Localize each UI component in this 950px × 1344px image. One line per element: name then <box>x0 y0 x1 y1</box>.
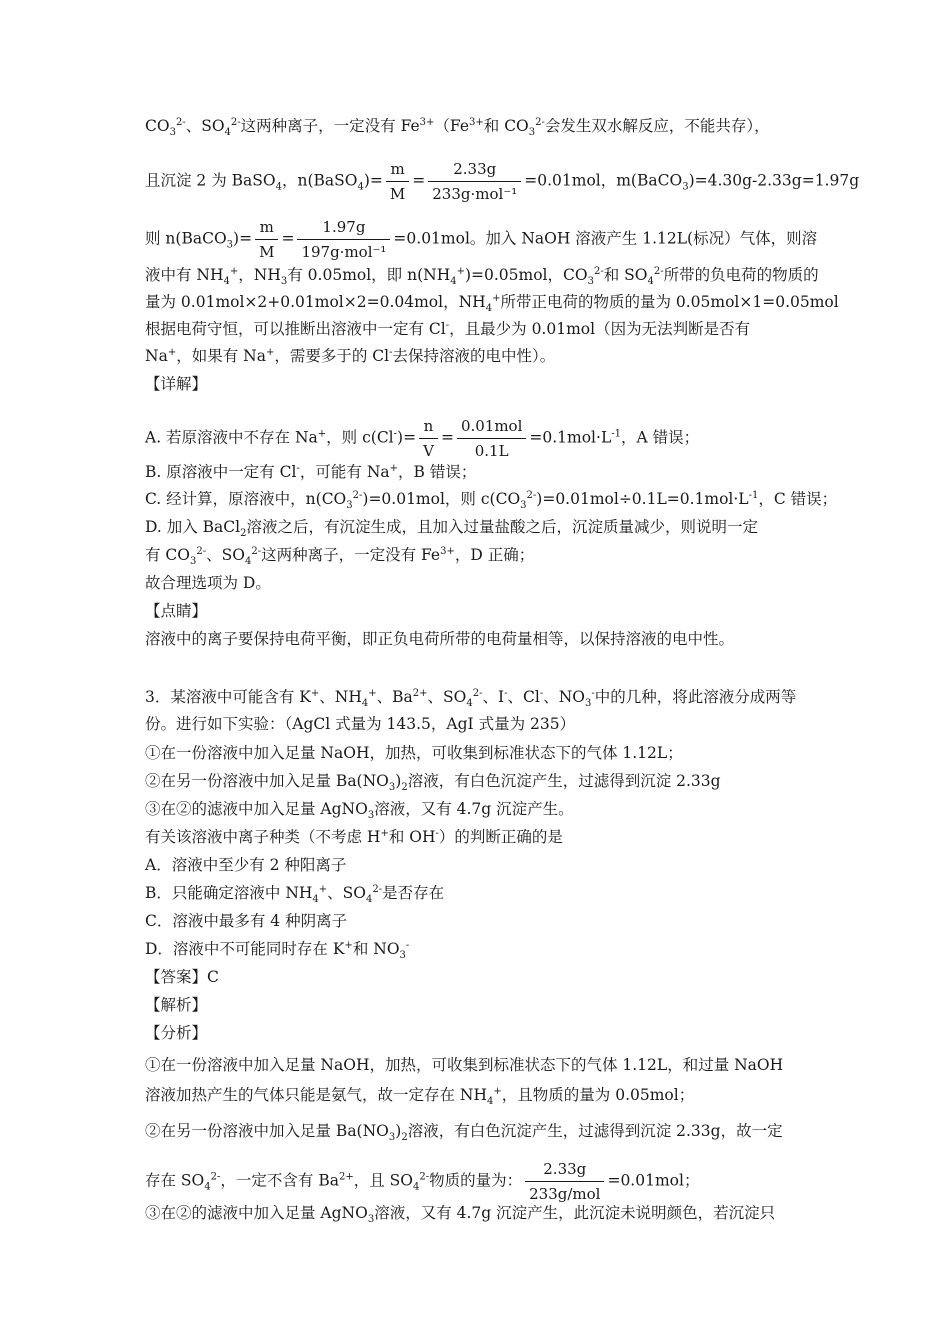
superscript: 2- <box>196 545 207 557</box>
subscript: 4 <box>485 303 493 315</box>
text-run: =0.01mol； <box>607 1171 700 1190</box>
text-line <box>145 462 476 482</box>
answer-line <box>145 967 219 987</box>
superscript: 2- <box>593 265 604 277</box>
superscript: 2- <box>419 1171 430 1183</box>
text-run: ) <box>395 772 402 790</box>
superscript: - <box>539 687 544 699</box>
subscript: 3 <box>190 556 197 568</box>
fraction-denominator: 233g·mol⁻¹ <box>432 185 518 203</box>
fraction <box>255 217 278 262</box>
superscript: 2- <box>230 116 241 128</box>
text-run: ①在一份溶液中加入足量 NaOH，加热，可收集到标准状态下的气体 1.12L； <box>145 744 683 762</box>
text-run: 溶液中的离子要保持电荷平衡，即正负电荷所带的电荷量相等，以保持溶液的电中性。 <box>145 630 735 648</box>
answer-option <box>145 883 445 906</box>
text-run: 【解析】 <box>145 996 208 1014</box>
text-run: )= <box>233 229 253 248</box>
superscript: -1 <box>748 489 759 501</box>
text-line <box>145 1121 783 1144</box>
text-run: 有关该溶液中离子种类（不考虑 H <box>145 828 381 846</box>
subscript: 3 <box>587 276 594 288</box>
superscript: + <box>310 687 320 699</box>
text-run: ，n(BaSO <box>281 171 358 190</box>
section-heading <box>145 374 207 394</box>
subscript: 4 <box>312 894 319 906</box>
superscript: 2- <box>526 489 537 501</box>
subscript: 3 <box>226 239 234 251</box>
superscript: 2+ <box>412 687 428 699</box>
subscript: 3 <box>520 500 527 512</box>
answer-option <box>145 911 347 931</box>
fraction-denominator: 197g·mol⁻¹ <box>301 243 387 261</box>
section-heading <box>145 1023 207 1043</box>
subscript: 4 <box>204 1181 211 1193</box>
text-run: 、SO <box>327 884 366 902</box>
fraction <box>428 159 521 204</box>
text-run: ，A 错误； <box>621 428 700 447</box>
subscript: 3 <box>399 950 406 962</box>
fraction-denominator: M <box>389 185 406 203</box>
text-run: ，可能有 Na <box>299 463 390 481</box>
fraction-denominator: M <box>259 243 275 261</box>
text-run: 溶液，有白色沉淀产生，过滤得到沉淀 2.33g <box>407 772 721 790</box>
fraction-numerator: 1.97g <box>297 217 390 240</box>
text-run: 、SO <box>427 688 467 706</box>
superscript: 3+ <box>469 116 484 128</box>
subscript: 3 <box>528 127 536 139</box>
text-run: ②在另一份溶液中加入足量 Ba(NO <box>145 1122 389 1140</box>
text-line <box>145 573 271 593</box>
fraction <box>386 159 409 204</box>
text-run: 溶液，又有 4.7g 沉淀产生，此沉淀未说明颜色，若沉淀只 <box>374 1204 776 1222</box>
fraction-numerator: 2.33g <box>428 159 521 182</box>
text-run: = <box>412 171 426 190</box>
fraction-denominator: V <box>423 442 434 460</box>
experiment-step <box>145 799 574 822</box>
text-run: ②在另一份溶液中加入足量 Ba(NO <box>145 772 389 790</box>
fraction-numerator: m <box>255 217 278 240</box>
superscript: 2- <box>472 687 483 699</box>
text-run: 则 n(BaCO <box>145 229 227 248</box>
superscript: 2- <box>352 489 363 501</box>
text-run: 是否存在 <box>382 884 445 902</box>
text-run: ，C 错误； <box>758 490 838 508</box>
text-line <box>145 827 563 847</box>
fraction-numerator: 2.33g <box>525 1159 604 1182</box>
text-run: =0.01mol。加入 NaOH 溶液产生 1.12L(标况）气体，则溶 <box>393 229 818 248</box>
superscript: - <box>405 939 410 951</box>
text-run: D. 加入 BaCl <box>145 518 241 536</box>
text-run: )=0.05mol，CO <box>464 266 588 284</box>
text-run: 溶液，有白色沉淀产生，过滤得到沉淀 2.33g，故一定 <box>407 1122 783 1140</box>
fraction-numerator: 0.01mol <box>457 416 526 439</box>
subscript: 3 <box>169 127 176 139</box>
text-run: =0.01mol，m(BaCO <box>524 171 683 190</box>
subscript: 2 <box>240 528 247 540</box>
text-line <box>145 319 750 339</box>
subscript: 3 <box>367 1214 375 1226</box>
superscript: 2- <box>653 265 664 277</box>
subscript: 3 <box>388 782 396 794</box>
superscript: 2- <box>535 116 545 128</box>
text-run: 、SO <box>206 546 245 564</box>
superscript: + <box>344 939 353 951</box>
superscript: + <box>229 265 239 277</box>
superscript: - <box>445 319 450 331</box>
text-run: B．只能确定溶液中 NH <box>145 884 313 902</box>
text-run: ，一定不含有 Ba <box>220 1171 339 1190</box>
text-run: ，D 正确； <box>454 546 535 564</box>
text-run: 【分析】 <box>145 1024 208 1042</box>
subscript: 3 <box>388 1132 396 1144</box>
superscript: + <box>389 462 399 474</box>
text-run: ，且最少为 0.01mol（因为无法判断是否有 <box>449 320 751 338</box>
text-run: 根据电荷守恒，可以推断出溶液中一定有 Cl <box>145 320 446 338</box>
text-run: )= <box>397 428 417 447</box>
text-run: 、I <box>482 688 505 706</box>
text-run: =0.1mol·L <box>529 428 612 447</box>
section-heading <box>145 601 207 621</box>
text-run: 这两种离子，一定没有 Fe <box>240 117 420 135</box>
superscript: 2+ <box>338 1171 354 1183</box>
text-line <box>145 265 819 288</box>
superscript: + <box>318 883 328 895</box>
subscript: 4 <box>244 556 252 568</box>
text-run: C．溶液中最多有 4 种阴离子 <box>145 912 348 930</box>
experiment-step <box>145 771 721 794</box>
text-line <box>145 292 839 315</box>
text-run: 3．某溶液中可能含有 K <box>145 688 311 706</box>
subscript: 3 <box>682 181 689 193</box>
superscript: 2- <box>251 545 262 557</box>
text-run: ）的判断正确的是 <box>438 828 563 846</box>
text-run: = <box>440 428 454 447</box>
text-line <box>145 1203 776 1226</box>
text-run: CO <box>145 117 170 135</box>
superscript: 2- <box>210 1171 221 1183</box>
text-run: ，需要多于的 Cl <box>274 347 390 365</box>
text-run: ，且物质的量为 0.05mol； <box>501 1086 695 1104</box>
text-run: )=4.30g-2.33g=1.97g <box>688 171 860 190</box>
fraction <box>525 1159 604 1204</box>
section-heading <box>145 995 207 1015</box>
text-run: 【点睛】 <box>145 602 208 620</box>
superscript: -1 <box>611 428 621 440</box>
text-run: 、NH <box>319 688 362 706</box>
text-run: Na <box>145 347 168 365</box>
text-line <box>145 1085 695 1108</box>
text-run: 这两种离子，一定没有 Fe <box>261 546 441 564</box>
text-run: 所带正电荷的物质的量为 0.05mol×1=0.05mol <box>500 293 839 311</box>
text-run: 和 NO <box>352 940 400 958</box>
subscript: 4 <box>450 276 457 288</box>
subscript: 3 <box>280 276 288 288</box>
text-run: C. 经计算，原溶液中，n(CO <box>145 490 347 508</box>
fraction-denominator: 233g/mol <box>529 1185 601 1203</box>
text-line <box>145 116 770 139</box>
text-run: 故合理选项为 D。 <box>145 574 271 592</box>
question-stem <box>145 687 797 710</box>
text-line <box>145 517 758 540</box>
text-run: 存在 SO <box>145 1171 205 1190</box>
text-line <box>145 416 699 461</box>
text-line <box>145 346 555 366</box>
text-run: 中的几种，将此溶液分成两等 <box>594 688 797 706</box>
text-run: 所带的负电荷的物质的 <box>663 266 819 284</box>
subscript: 4 <box>412 1181 420 1193</box>
fraction-numerator: m <box>386 159 409 182</box>
text-run: 和 SO <box>603 266 648 284</box>
text-run: A．溶液中至少有 2 种阳离子 <box>145 856 347 874</box>
superscript: 2- <box>372 883 383 895</box>
subscript: 3 <box>346 500 353 512</box>
fraction <box>457 416 526 461</box>
subscript: 4 <box>487 1096 494 1108</box>
text-run: 溶液加热产生的气体只能是氨气，故一定存在 NH <box>145 1086 488 1104</box>
text-run: ，B 错误； <box>398 463 477 481</box>
text-run: 有 CO <box>145 546 190 564</box>
text-line <box>145 1159 699 1204</box>
superscript: + <box>317 428 327 440</box>
superscript: - <box>591 687 595 699</box>
fraction-denominator: 0.1L <box>474 442 509 460</box>
text-run: 液中有 NH <box>145 266 224 284</box>
text-run: ) <box>395 1122 402 1140</box>
text-run: 且沉淀 2 为 BaSO <box>145 171 276 190</box>
text-run: ③在②的滤液中加入足量 AgNO <box>145 800 368 818</box>
text-run: ，NH <box>238 266 281 284</box>
superscript: - <box>504 687 508 699</box>
text-run: ，如果有 Na <box>176 347 266 365</box>
superscript: - <box>389 346 393 358</box>
text-run: A. 若原溶液中不存在 Na <box>145 428 318 447</box>
text-run: 溶液，又有 4.7g 沉淀产生。 <box>374 800 574 818</box>
text-run: 有 0.05mol，即 n(NH <box>287 266 451 284</box>
text-run: 和 CO <box>483 117 529 135</box>
superscript: + <box>265 346 275 358</box>
text-run: 、SO <box>185 117 225 135</box>
superscript: + <box>368 687 377 699</box>
subscript: 4 <box>223 276 230 288</box>
text-run: 、Cl <box>507 688 540 706</box>
text-run: = <box>281 229 295 248</box>
answer-option <box>145 855 346 875</box>
text-line <box>145 159 859 204</box>
subscript: 3 <box>584 698 592 710</box>
text-run: 溶液之后，有沉淀生成，且加入过量盐酸之后，沉淀质量减少，则说明一定 <box>246 518 758 536</box>
fraction <box>419 416 438 461</box>
text-line <box>145 629 734 649</box>
superscript: + <box>492 292 501 304</box>
superscript: - <box>435 827 439 839</box>
subscript: 4 <box>224 127 231 139</box>
subscript: 3 <box>367 810 375 822</box>
text-line <box>145 217 817 262</box>
text-run: 量为 0.01mol×2+0.01mol×2=0.04mol，NH <box>145 293 486 311</box>
text-run: )=0.01mol÷0.1L=0.1mol·L <box>536 490 749 508</box>
text-run: ，且 SO <box>353 1171 413 1190</box>
subscript: 2 <box>401 1132 408 1144</box>
fraction-numerator: n <box>419 416 438 439</box>
subscript: 2 <box>401 782 408 794</box>
superscript: + <box>456 265 465 277</box>
text-run: )=0.01mol，则 c(CO <box>362 490 521 508</box>
text-run: 【详解】 <box>145 375 208 393</box>
text-line <box>145 545 535 568</box>
text-run: 会发生双水解反应，不能共存）， <box>544 117 770 135</box>
text-line <box>145 714 575 734</box>
text-run: 和 OH <box>388 828 436 846</box>
fraction <box>297 217 390 262</box>
text-run: 去保持溶液的电中性）。 <box>392 347 556 365</box>
superscript: 2- <box>175 116 186 128</box>
superscript: + <box>493 1085 502 1097</box>
text-run: （Fe <box>434 117 470 135</box>
text-run: B. 原溶液中一定有 Cl <box>145 463 297 481</box>
answer-option <box>145 939 410 962</box>
subscript: 4 <box>357 181 364 193</box>
text-run: 、NO <box>543 688 585 706</box>
subscript: 4 <box>366 894 373 906</box>
text-run: )= <box>363 171 383 190</box>
text-run: 【答案】C <box>145 968 219 986</box>
text-run: 物质的量为： <box>429 1171 523 1190</box>
subscript: 4 <box>275 181 282 193</box>
subscript: 4 <box>466 698 473 710</box>
experiment-step <box>145 743 683 763</box>
superscript: - <box>296 462 300 474</box>
subscript: 4 <box>647 276 654 288</box>
text-run: 、Ba <box>376 688 413 706</box>
text-run: ，则 c(Cl <box>326 428 394 447</box>
subscript: 4 <box>361 698 369 710</box>
text-run: ③在②的滤液中加入足量 AgNO <box>145 1204 368 1222</box>
superscript: + <box>380 827 389 839</box>
text-run: D．溶液中不可能同时存在 K <box>145 940 345 958</box>
text-line <box>145 1055 783 1075</box>
superscript: + <box>167 346 177 358</box>
superscript: - <box>393 428 398 440</box>
text-run: ①在一份溶液中加入足量 NaOH，加热，可收集到标准状态下的气体 1.12L，和过量 NaOH <box>145 1056 784 1074</box>
text-line <box>145 489 838 512</box>
superscript: 3+ <box>419 116 435 128</box>
superscript: 3+ <box>440 545 455 557</box>
text-run: 份。进行如下实验：（AgCl 式量为 143.5，AgI 式量为 235） <box>145 715 576 733</box>
